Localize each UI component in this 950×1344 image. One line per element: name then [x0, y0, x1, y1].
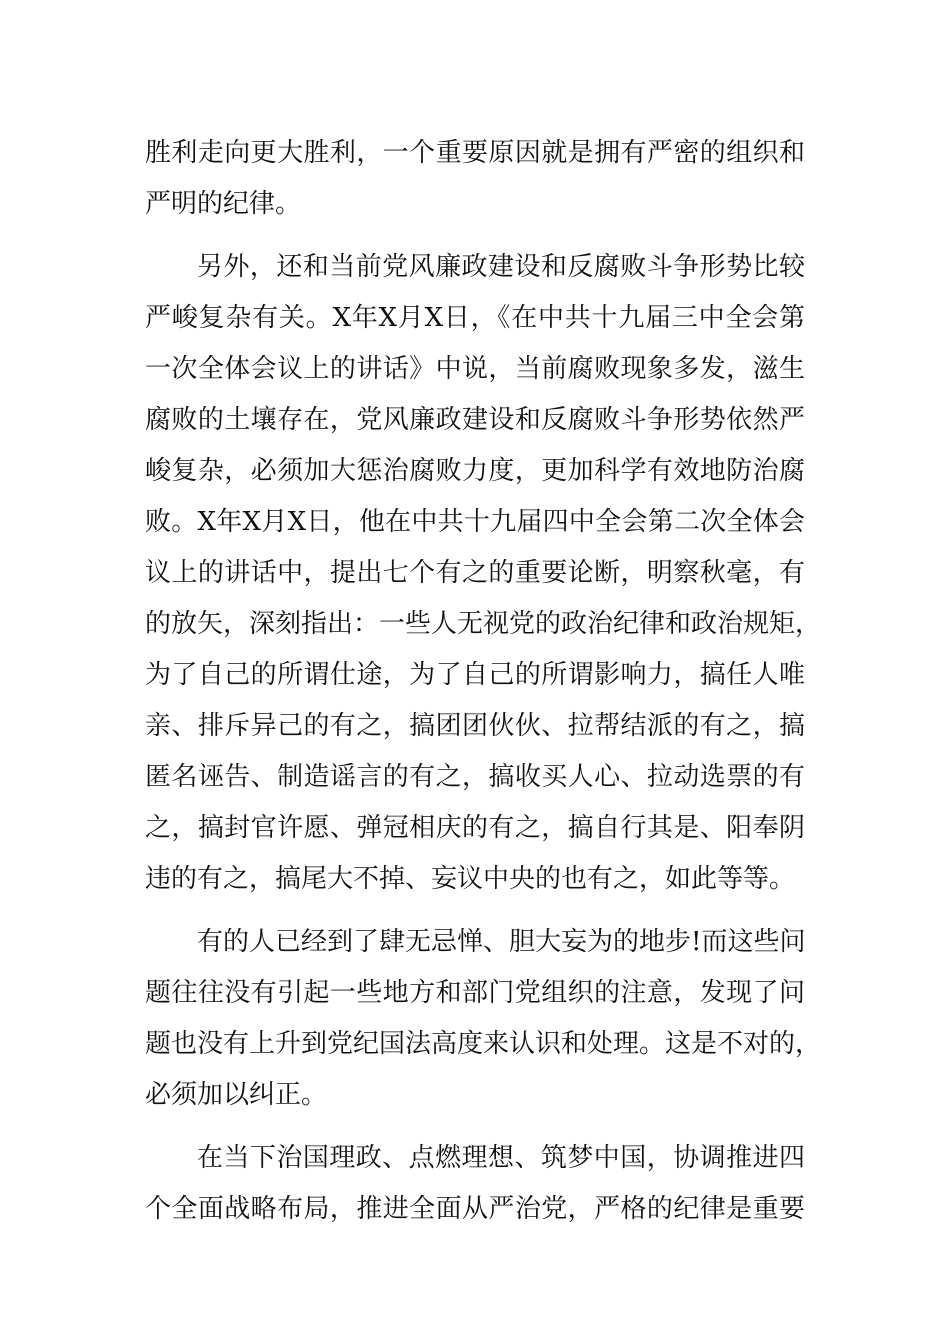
- text-line: 胜利走向更大胜利，一个重要原因就是拥有严密的组织和: [145, 138, 805, 168]
- text-line: 有的人已经到了肆无忌惮、胆大妄为的地步!而这些问: [197, 927, 806, 957]
- text-line: 亲、排斥异己的有之，搞团团伙伙、拉帮结派的有之，搞: [145, 711, 805, 741]
- text-line: 在当下治国理政、点燃理想、筑梦中国，协调推进四: [197, 1143, 805, 1173]
- text-line: 另外，还和当前党风廉政建设和反腐败斗争形势比较: [197, 252, 805, 282]
- text-line: 严明的纪律。: [145, 189, 302, 219]
- text-line: 败。X年X月X日，他在中共十九届四中全会第二次全体会: [145, 507, 805, 537]
- text-line: 峻复杂，必须加大惩治腐败力度，更加科学有效地防治腐: [145, 456, 805, 486]
- text-line: 为了自己的所谓仕途，为了自己的所谓影响力，搞任人唯: [145, 660, 805, 690]
- text-line: 的放矢，深刻指出：一些人无视党的政治纪律和政治规矩，: [145, 609, 822, 639]
- text-line: 题往往没有引起一些地方和部门党组织的注意，发现了问: [145, 978, 805, 1008]
- text-line: 匿名诬告、制造谣言的有之，搞收买人心、拉动选票的有: [145, 762, 805, 792]
- document-body: [145, 128, 822, 1235]
- text-line: 议上的讲话中，提出七个有之的重要论断，明察秋毫，有: [145, 558, 805, 588]
- text-line: 之，搞封官许愿、弹冠相庆的有之，搞自行其是、阳奉阴: [145, 813, 805, 843]
- text-line: 腐败的土壤存在，党风廉政建设和反腐败斗争形势依然严: [145, 405, 805, 435]
- text-line: 严峻复杂有关。X年X月X日，《在中共十九届三中全会第: [145, 303, 805, 333]
- text-line: 必须加以纠正。: [145, 1080, 328, 1110]
- text-line: 一次全体会议上的讲话》中说，当前腐败现象多发，滋生: [145, 354, 805, 384]
- text-line: 违的有之，搞尾大不掉、妄议中央的也有之，如此等等。: [145, 864, 796, 894]
- text-line: 题也没有上升到党纪国法高度来认识和处理。这是不对的，: [145, 1029, 822, 1059]
- text-line: 个全面战略布局，推进全面从严治党，严格的纪律是重要: [145, 1194, 805, 1224]
